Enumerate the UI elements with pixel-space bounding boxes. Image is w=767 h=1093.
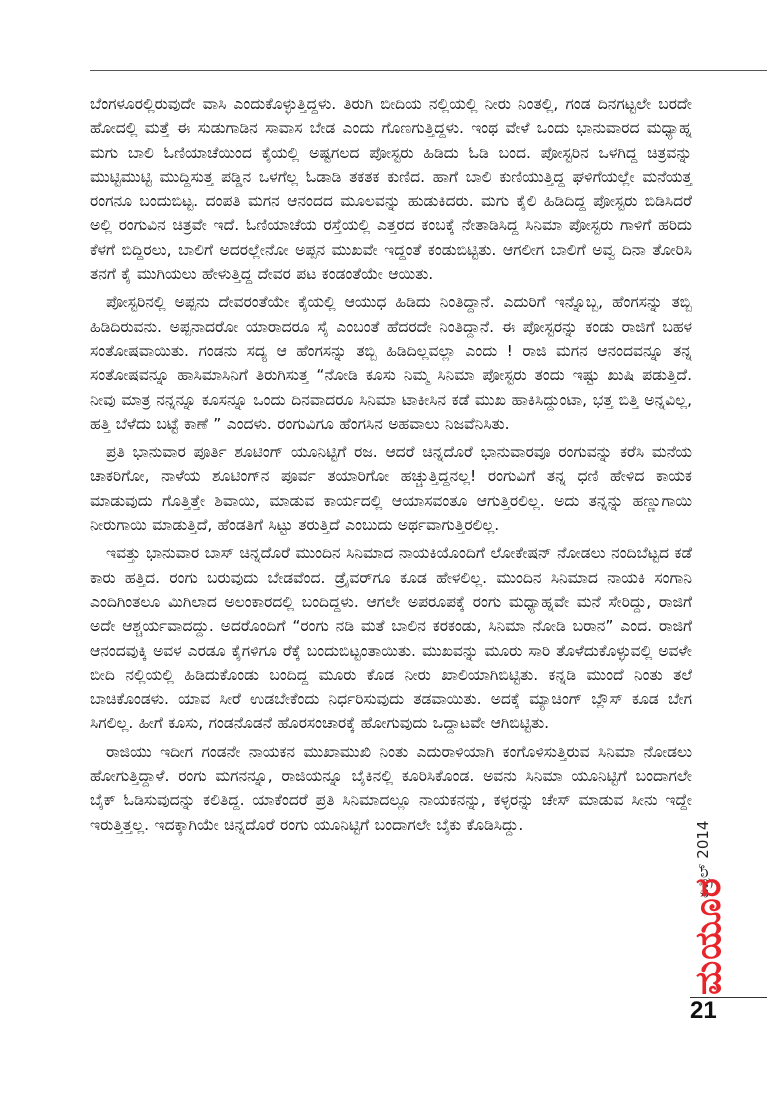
page-number: 21 bbox=[690, 997, 717, 1024]
magazine-logo: ಮಯೂರ bbox=[688, 877, 729, 995]
magazine-sidebar bbox=[668, 790, 767, 1000]
top-rule bbox=[90, 70, 767, 71]
article-body bbox=[90, 92, 692, 837]
article-paragraph-2: ಪೋಸ್ಟರಿನಲ್ಲಿ ಅಪ್ಪನು ದೇವರಂತೆಯೇ ಕೈಯಲ್ಲಿ ಆಯುಧ ಹಿಡಿದು ನಿಂತಿದ್ದಾನೆ. ಎದುರಿಗೆ ಇನ್ನೊಬ್ಬ, ಹೆಂಗಸನ್ನು ತಬ್ಬಿ ಹಿಡಿದಿರುವನು. ಅಪ್ಪನಾದರೋ ಯಾರಾದರೂ ಸೈ ಎಂಬಂತೆ ಹೆದರದೇ ನಿಂತಿದ್ದಾನೆ. ಈ ಪೋಸ್ಟರನ್ನು ಕಂಡು ರಾಜಿಗೆ ಬಹಳ ಸಂತೋಷವಾಯಿತು. ಗಂಡನು ಸದ್ಯ ಆ ಹೆಂಗಸನ್ನು ತಬ್ಬಿ ಹಿಡಿದಿಲ್ಲವಲ್ಲಾ ಎಂದು ! ರಾಜಿ ಮಗನ ಆನಂದವನ್ನೂ ತನ್ನ ಸಂತೋಷವನ್ನೂ ಹಾಸಿಮಾಸಿನಿಗೆ ತಿರುಗಿಸುತ್ತ “ನೋಡಿ ಕೂಸು ನಿಮ್ಮ ಸಿನಿಮಾ ಪೋಸ್ಟರು ತಂದು ಇಷ್ಟು ಖುಷಿ ಪಡುತ್ತಿದೆ. ನೀವು ಮಾತ್ರ ನನ್ನನ್ನೂ ಕೂಸನ್ನೂ ಒಂದು ದಿನವಾದರೂ ಸಿನಿಮಾ ಟಾಕೀಸಿನ ಕಡೆ ಮುಖ ಹಾಕಿಸಿದ್ದುಂಟಾ, ಭತ್ತ ಬಿತ್ತಿ ಅನ್ನವಿಲ್ಲ, ಹತ್ತಿ ಬೆಳೆದು ಬಟ್ಟೆ ಕಾಣೆ ” ಎಂದಳು. ರಂಗುವಿಗೂ ಹೆಂಗಸಿನ ಅಹವಾಲು ನಿಜವೆನಿಸಿತು. bbox=[90, 293, 692, 433]
issue-date: ಏಪ್ರಿಲ್ 2014 bbox=[694, 820, 712, 898]
article-paragraph-3: ಪ್ರತಿ ಭಾನುವಾರ ಪೂರ್ತಿ ಶೂಟಿಂಗ್ ಯೂನಿಟ್ಟಿಗೆ ರಜ. ಆದರೆ ಚಿನ್ನದೊರೆ ಭಾನುವಾರವೂ ರಂಗುವನ್ನು ಕರೆಸಿ ಮನೆಯ ಚಾಕರಿಗೋ, ನಾಳೆಯ ಶೂಟಿಂಗ್‌ನ ಪೂರ್ವ ತಯಾರಿಗೋ ಹಚ್ಚುತ್ತಿದ್ದನಲ್ಲ! ರಂಗುವಿಗೆ ತನ್ನ ಧಣಿ ಹೇಳಿದ ಕಾಯಕ ಮಾಡುವುದು ಗೊತ್ತಿತ್ತೇ ಶಿವಾಯಿ, ಮಾಡುವ ಕಾರ್ಯದಲ್ಲಿ ಆಯಾಸವಂತೂ ಆಗುತ್ತಿರಲಿಲ್ಲ. ಅದು ತನ್ನನ್ನು ಹಣ್ಣುಗಾಯಿ ನೀರುಗಾಯಿ ಮಾಡುತ್ತಿದೆ, ಹೆಂಡತಿಗೆ ಸಿಟ್ಟು ತರುತ್ತಿದೆ ಎಂಬುದು ಅರ್ಥವಾಗುತ್ತಿರಲಿಲ್ಲ. bbox=[90, 443, 692, 535]
article-paragraph-4: ಇವತ್ತು ಭಾನುವಾರ ಬಾಸ್ ಚಿನ್ನದೊರೆ ಮುಂದಿನ ಸಿನಿಮಾದ ನಾಯಕಿಯೊಂದಿಗೆ ಲೋಕೇಷನ್ ನೋಡಲು ನಂದಿಬೆಟ್ಟದ ಕಡೆ ಕಾರು ಹತ್ತಿದ. ರಂಗು ಬರುವುದು ಬೇಡವೆಂದ. ಡ್ರೈವರ್‌ಗೂ ಕೂಡ ಹೇಳಲಿಲ್ಲ. ಮುಂದಿನ ಸಿನಿಮಾದ ನಾಯಕಿ ಸಂಗಾನಿ ಎಂದಿಗಿಂತಲೂ ಮಿಗಿಲಾದ ಅಲಂಕಾರದಲ್ಲಿ ಬಂದಿದ್ದಳು. ಆಗಲೇ ಅಪರೂಪಕ್ಕೆ ರಂಗು ಮಧ್ಯಾಹ್ನವೇ ಮನೆ ಸೇರಿದ್ದು, ರಾಜಿಗೆ ಅದೇ ಆಶ್ಚರ್ಯವಾದದ್ದು. ಅದರೊಂದಿಗೆ “ರಂಗು ನಡಿ ಮತೆ ಬಾಲಿನ ಕರಕಂಡು, ಸಿನಿಮಾ ನೋಡಿ ಬರಾನ” ಎಂದ. ರಾಜಿಗೆ ಆನಂದವುಕ್ಕಿ ಅವಳ ಎರಡೂ ಕೈಗಳಿಗೂ ರೆಕ್ಕೆ ಬಂದುಬಿಟ್ಟಂತಾಯಿತು. ಮುಖವನ್ನು ಮೂರು ಸಾರಿ ತೊಳೆದುಕೊಳ್ಳುವಲ್ಲಿ ಅವಳೇ ಬೀದಿ ನಲ್ಲಿಯಲ್ಲಿ ಹಿಡಿದುಕೊಂಡು ಬಂದಿದ್ದ ಮೂರು ಕೊಡ ನೀರು ಖಾಲಿಯಾಗಿಬಿಟ್ಟಿತು. ಕನ್ನಡಿ ಮುಂದೆ ನಿಂತು ತಲೆ ಬಾಚಿಕೊಂಡಳು. ಯಾವ ಸೀರೆ ಉಡಬೇಕೆಂದು ನಿರ್ಧರಿಸುವುದು ತಡವಾಯಿತು. ಅದಕ್ಕೆ ಮ್ಯಾಚಿಂಗ್ ಬ್ಲೌಸ್ ಕೂಡ ಬೇಗ ಸಿಗಲಿಲ್ಲ. ಹೀಗೆ ಕೂಸು, ಗಂಡನೊಡನೆ ಹೊರಸಂಚಾರಕ್ಕೆ ಹೋಗುವುದು ಒದ್ದಾಟವೇ ಆಗಿಬಿಟ್ಟಿತು. bbox=[90, 544, 692, 733]
article-paragraph-5: ರಾಜಿಯು ಇದೀಗ ಗಂಡನೇ ನಾಯಕನ ಮುಖಾಮುಖಿ ನಿಂತು ಎದುರಾಳಿಯಾಗಿ ಕಂಗೊಳಿಸುತ್ತಿರುವ ಸಿನಿಮಾ ನೋಡಲು ಹೋಗುತ್ತಿದ್ದಾಳೆ. ರಂಗು ಮಗನನ್ನೂ, ರಾಜಿಯನ್ನೂ ಬೈಕಿನಲ್ಲಿ ಕೂರಿಸಿಕೊಂಡ. ಅವನು ಸಿನಿಮಾ ಯೂನಿಟ್ಟಿಗೆ ಬಂದಾಗಲೇ ಬೈಕ್ ಓಡಿಸುವುದನ್ನು ಕಲಿತಿದ್ದ. ಯಾಕೆಂದರೆ ಪ್ರತಿ ಸಿನಿಮಾದಲ್ಲೂ ನಾಯಕನನ್ನು, ಕಳ್ಳರನ್ನು ಚೇಸ್ ಮಾಡುವ ಸೀನು ಇದ್ದೇ ಇರುತ್ತಿತ್ತಲ್ಲ. ಇದಕ್ಕಾಗಿಯೇ ಚಿನ್ನದೊರೆ ರಂಗು ಯೂನಿಟ್ಟಿಗೆ ಬಂದಾಗಲೇ ಬೈಕು ಕೊಡಿಸಿದ್ದು. bbox=[90, 742, 692, 834]
article-paragraph-1: ಬೆಂಗಳೂರಲ್ಲಿರುವುದೇ ವಾಸಿ ಎಂದುಕೊಳ್ಳುತ್ತಿದ್ದಳು. ತಿರುಗಿ ಬೀದಿಯ ನಲ್ಲಿಯಲ್ಲಿ ನೀರು ನಿಂತಲ್ಲಿ, ಗಂಡ ದಿನಗಟ್ಟಲೇ ಬರದೇ ಹೋದಲ್ಲಿ ಮತ್ತೆ ಈ ಸುಡುಗಾಡಿನ ಸಾವಾಸ ಬೇಡ ಎಂದು ಗೊಣಗುತ್ತಿದ್ದಳು. ಇಂಥ ವೇಳೆ ಒಂದು ಭಾನುವಾರದ ಮಧ್ಯಾಹ್ನ ಮಗು ಬಾಲಿ ಓಣಿಯಾಚೆಯಿಂದ ಕೈಯಲ್ಲಿ ಅಷ್ಟಗಲದ ಪೋಸ್ಟರು ಹಿಡಿದು ಓಡಿ ಬಂದ. ಪೋಸ್ಟರಿನ ಒಳಗಿದ್ದ ಚಿತ್ರವನ್ನು ಮುಟ್ಟಿಮುಟ್ಟಿ ಮುದ್ದಿಸುತ್ತ ಪಡ್ಡಿನ ಒಳಗೆಲ್ಲ ಓಡಾಡಿ ತಕತಕ ಕುಣಿದ. ಹಾಗೆ ಬಾಲಿ ಕುಣಿಯುತ್ತಿದ್ದ ಘಳಿಗೆಯಲ್ಲೇ ಮನೆಯತ್ತ ರಂಗನೂ ಬಂದುಬಿಟ್ಟ. ದಂಪತಿ ಮಗನ ಆನಂದದ ಮೂಲವನ್ನು ಹುಡುಕಿದರು. ಮಗು ಕೈಲಿ ಹಿಡಿದಿದ್ದ ಪೋಸ್ಟರು ಬಿಡಿಸಿದರೆ ಅಲ್ಲಿ ರಂಗುವಿನ ಚಿತ್ರವೇ ಇದೆ. ಓಣಿಯಾಚೆಯ ರಸ್ತೆಯಲ್ಲಿ ಎತ್ತರದ ಕಂಬಕ್ಕೆ ನೇತಾಡಿಸಿದ್ದ ಸಿನಿಮಾ ಪೋಸ್ಟರು ಗಾಳಿಗೆ ಹರಿದು ಕೆಳಗೆ ಬಿದ್ದಿರಲು, ಬಾಲಿಗೆ ಅದರಲ್ಲೇನೋ ಅಪ್ಪನ ಮುಖವೇ ಇದ್ದಂತೆ ಕಂಡುಬಿಟ್ಟಿತು. ಆಗಲೀಗ ಬಾಲಿಗೆ ಅವ್ವ ದಿನಾ ತೋರಿಸಿ ತನಗೆ ಕೈ ಮುಗಿಯಲು ಹೇಳುತ್ತಿದ್ದ ದೇವರ ಪಟ ಕಂಡಂತೆಯೇ ಆಯಿತು. bbox=[90, 95, 692, 284]
